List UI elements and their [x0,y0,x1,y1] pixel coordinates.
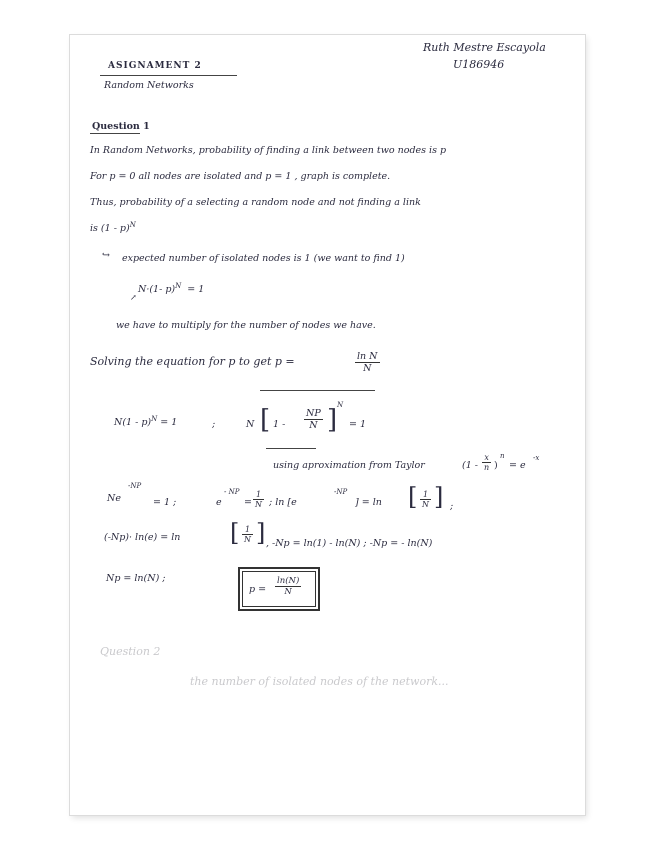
formula-text: = 1 [187,284,205,296]
bracket-close: ] [256,519,266,547]
formula-text: (1 - [462,460,478,471]
formula-text: = [244,497,252,508]
result-box [238,567,320,611]
arrow-icon: ↪ [102,250,110,261]
formula-text: N [246,419,255,430]
bracket-open: [ [260,405,271,435]
formula-text: ; [450,501,454,512]
exponent: N [129,221,136,229]
fraction-numerator: ln N [357,351,378,362]
paragraph-line: Solving the equation for p to get p = [90,355,295,368]
exponent: - NP [224,488,240,496]
formula-text: ; ln [e [269,497,297,508]
fraction-numerator: 1 [253,490,264,500]
formula-text: 1 - [273,419,286,430]
result-box-inner [242,571,316,607]
formula-text: , -Np = ln(1) - ln(N) ; -Np = - ln(N) [266,538,433,549]
formula-text: p = [249,584,267,595]
formula-text: = 1 [349,419,367,430]
fraction-numerator: 1 [242,525,253,535]
taylor-note: using aproximation from Taylor [273,460,425,471]
fraction [275,576,301,597]
bracket-close: ] [434,483,444,511]
arrow-icon: ↗ [130,293,137,302]
formula-text: is (1 - p) [90,223,130,235]
author-id: U186946 [453,58,505,71]
fraction [304,408,323,431]
assignment-subtitle: Random Networks [104,80,194,91]
fraction-denominator: N [244,535,251,544]
formula-text: (-Np)· ln(e) = ln [104,532,181,543]
fraction-numerator: NP [306,408,321,419]
exponent: -x [533,454,540,462]
formula-text: = 1 [160,417,178,429]
fraction-denominator: N [309,420,318,431]
equation [114,415,177,428]
fraction [242,525,253,544]
formula-text: e [216,497,222,508]
paper-sheet [70,35,585,815]
exponent: n [500,452,505,460]
paragraph-line: In Random Networks, probability of finding a link between two nodes is p [90,145,447,156]
question-underline [90,133,140,134]
paren-close: ) [494,460,498,471]
formula-text: = e [509,460,526,471]
paragraph-line [90,221,136,234]
formula-text: Ne [107,493,121,504]
fraction-denominator: n [484,463,490,472]
exponent: N [175,282,182,290]
fraction-numerator: ln(N) [277,576,300,586]
formula-text: N(1 - p) [114,417,152,429]
bracket-open: [ [230,519,240,547]
exponent: -NP [334,488,348,496]
bracket-open: [ [408,483,418,511]
bullet-text: expected number of isolated nodes is 1 (we want to find 1) [122,253,405,264]
paragraph-line: Thus, probability of a selecting a random node and not finding a link [90,197,421,208]
separator-line [260,390,375,391]
fraction [355,351,380,374]
fraction-numerator: 1 [420,490,431,500]
fraction-denominator: N [363,363,372,374]
exponent: -NP [128,482,142,490]
author-name: Ruth Mestre Escayola [423,41,546,54]
underline [266,448,316,449]
assignment-title: ASIGNAMENT 2 [108,61,202,71]
paragraph-line: For p = 0 all nodes are isolated and p = 1 , graph is complete. [90,171,391,182]
exponent: N [151,415,158,423]
separator: ; [212,419,216,430]
fraction-numerator: x [482,453,491,463]
equation [138,282,204,295]
fraction-denominator: N [255,500,262,509]
fraction-denominator: N [284,587,292,597]
fraction [420,490,431,509]
formula-text: = 1 ; [153,497,177,508]
formula-text: N·(1- p) [138,284,176,296]
formula-text: ] = ln [355,497,382,508]
ghost-text: Question 2 [100,645,161,658]
fraction-denominator: N [422,500,429,509]
formula-text: Np = ln(N) ; [106,573,166,584]
title-underline [100,75,237,76]
fraction [482,453,491,472]
fraction [253,490,264,509]
ghost-text: the number of isolated nodes of the network... [190,675,449,688]
bracket-close: ] [327,405,338,435]
question-label: Question 1 [92,121,150,132]
exponent: N [337,401,344,409]
paragraph-line: we have to multiply for the number of nodes we have. [116,320,376,331]
